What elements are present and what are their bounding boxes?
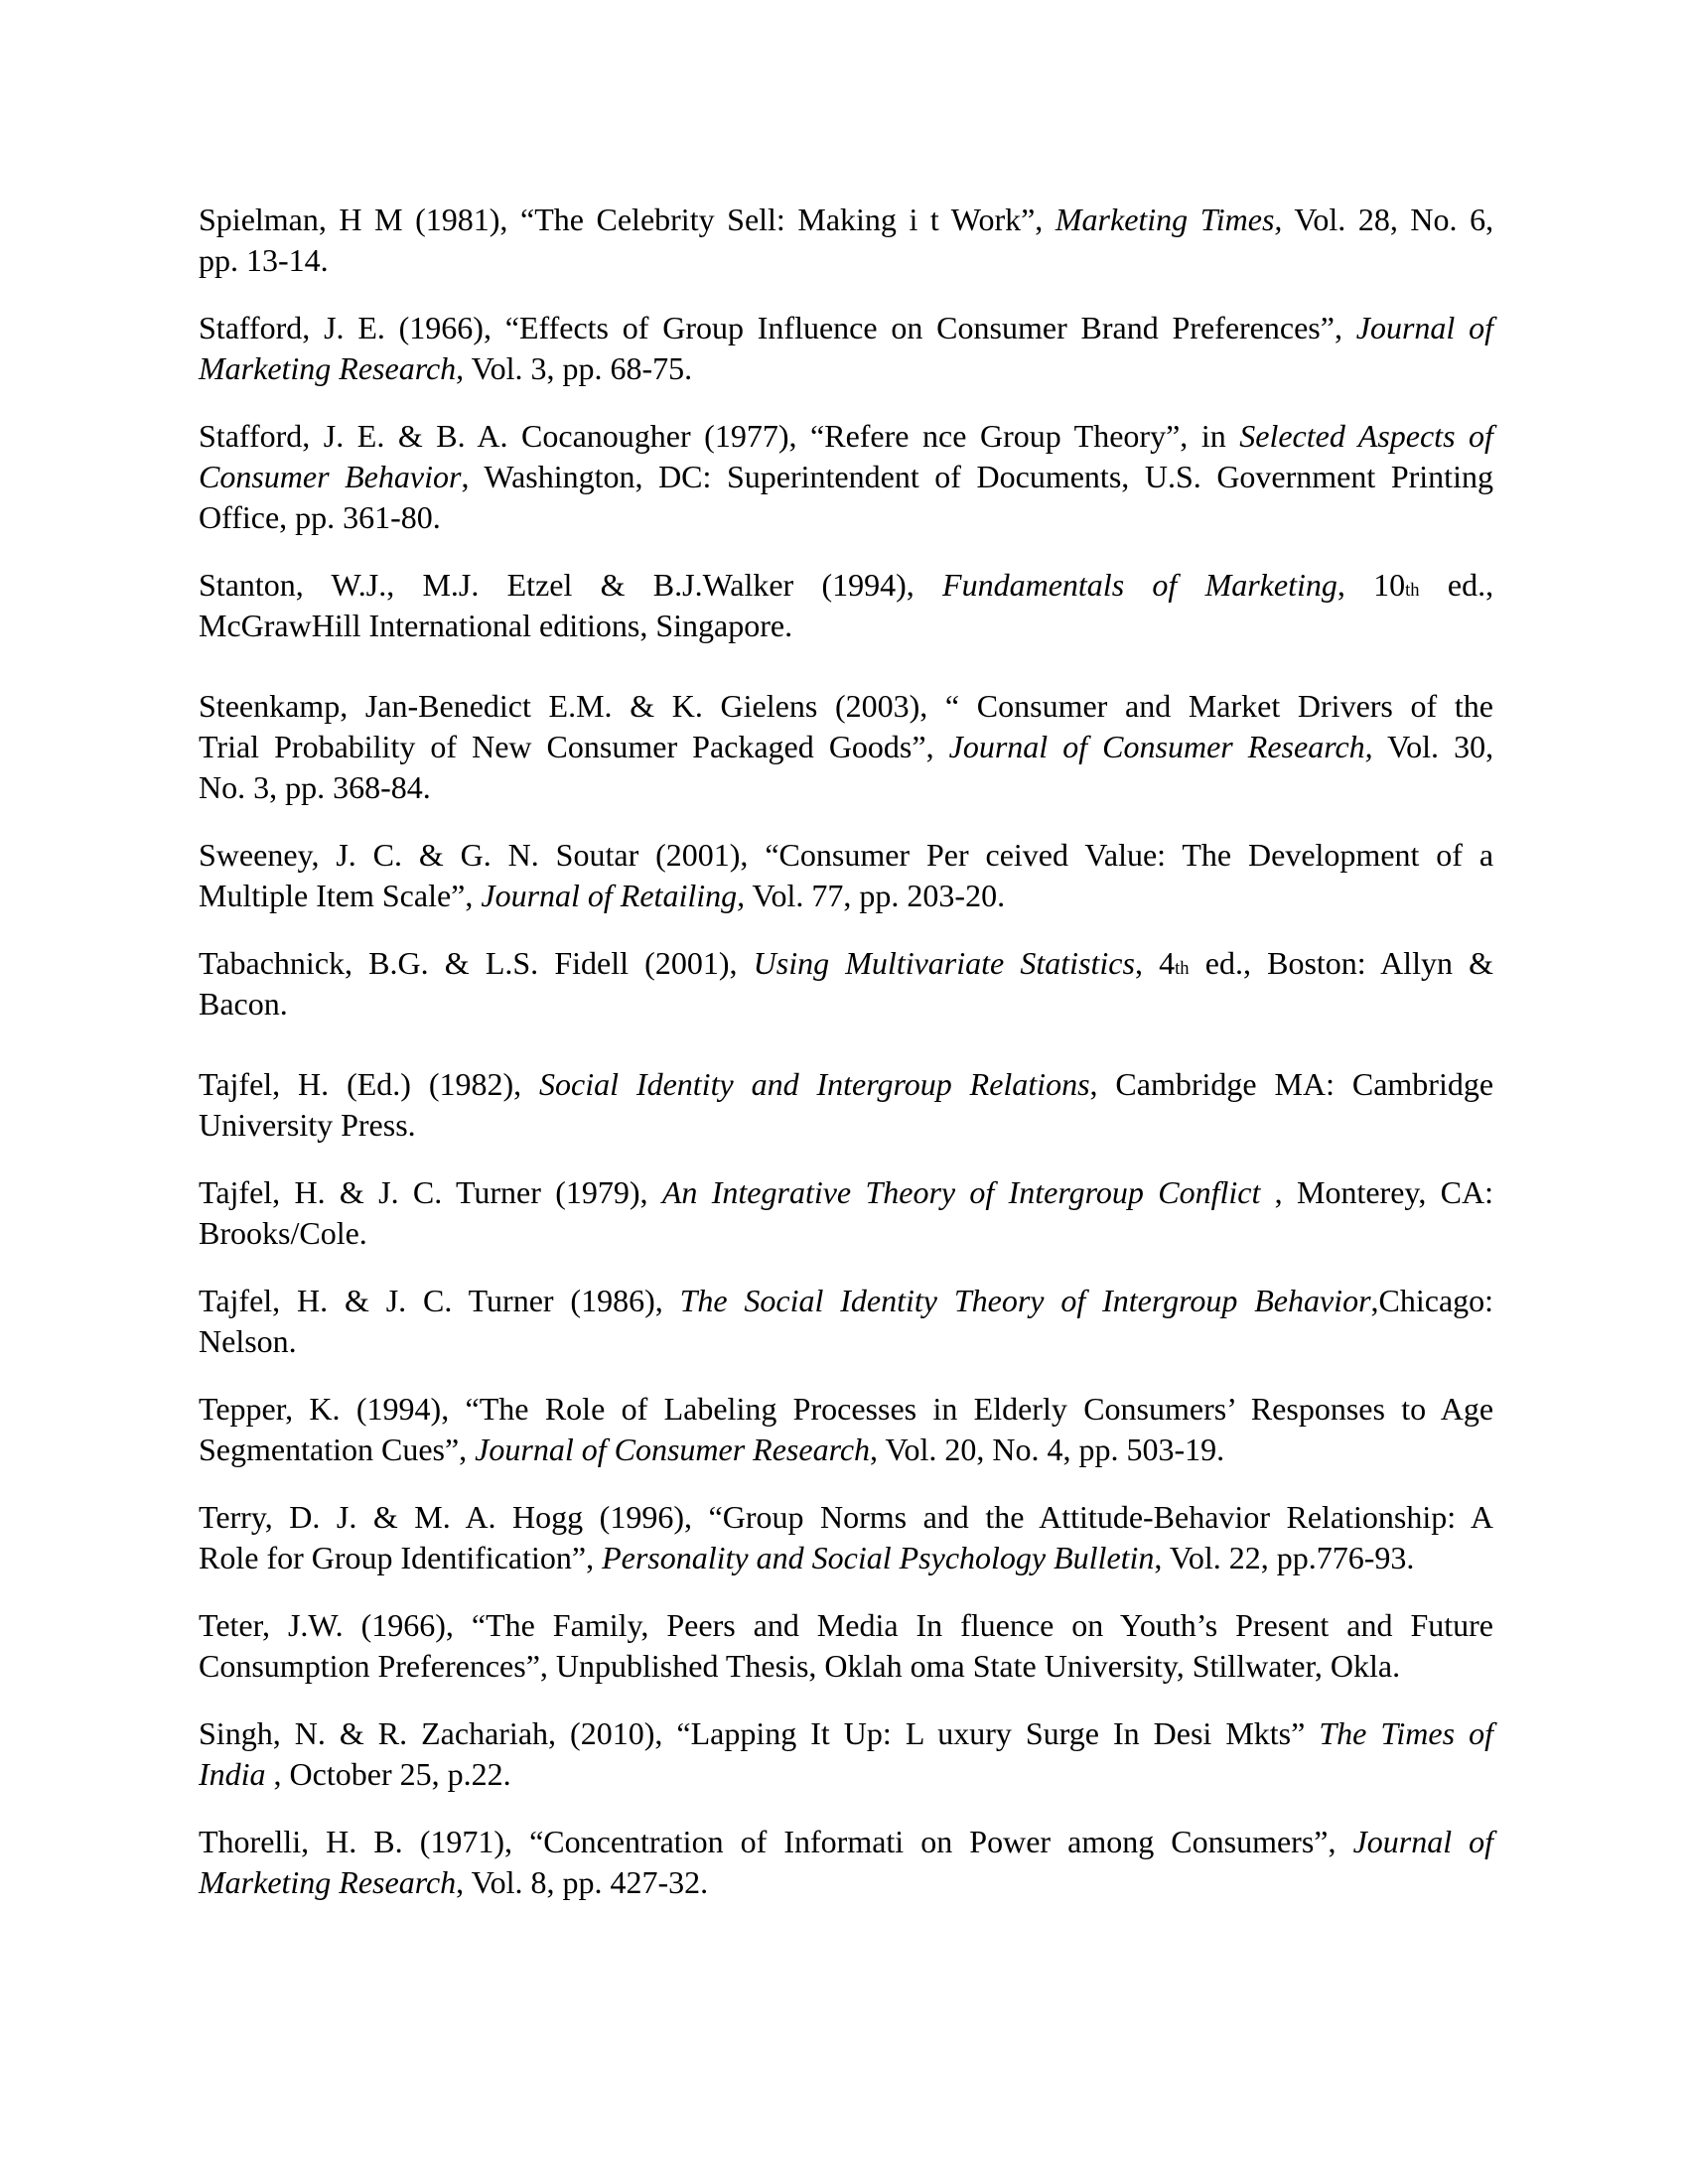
reference-entry — [199, 1713, 1493, 1795]
reference-line-text — [199, 1283, 1493, 1318]
reference-italic-text: Using Multivariate Statistics — [753, 945, 1135, 981]
reference-line — [199, 240, 1493, 281]
reference-text: No. 3, pp. 368-84. — [199, 769, 431, 805]
reference-line-text — [199, 1323, 297, 1359]
reference-text: Stanton, W.J., M.J. Etzel & B.J.Walker (1994), — [199, 567, 943, 603]
reference-line — [199, 348, 1493, 389]
reference-text: Brooks/Cole. — [199, 1215, 367, 1251]
reference-line — [199, 1321, 1493, 1362]
reference-line-text — [199, 878, 1005, 913]
reference-line-text — [199, 837, 1493, 873]
reference-text: , October 25, p.22. — [265, 1756, 511, 1792]
reference-italic-text: Journal of — [1355, 310, 1493, 345]
reference-line — [199, 1430, 1493, 1470]
reference-italic-text: Journal of Consumer Research — [475, 1432, 871, 1467]
reference-text: , Vol. 20, No. 4, pp. 503-19. — [870, 1432, 1225, 1467]
reference-line-text — [199, 769, 431, 805]
reference-line-text — [199, 242, 329, 278]
reference-text: Vol. 77, pp. 203-20. — [745, 878, 1006, 913]
reference-text: Tajfel, H. & J. C. Turner (1979), — [199, 1174, 662, 1210]
reference-line-text — [199, 350, 692, 386]
reference-line — [199, 1281, 1493, 1321]
reference-line — [199, 200, 1493, 240]
reference-text: Vol. 30, — [1372, 729, 1494, 764]
reference-text: Segmentation Cues”, — [199, 1432, 476, 1467]
reference-italic-text: Fundamentals of Marketing — [942, 567, 1337, 603]
reference-line-text — [199, 608, 792, 643]
reference-line — [199, 1213, 1493, 1254]
reference-line — [199, 1713, 1493, 1754]
reference-italic-text: The Times of — [1319, 1715, 1493, 1751]
reference-line-text — [199, 1066, 1493, 1102]
reference-italic-text: An Integrative Theory of Intergroup Conflict — [661, 1174, 1261, 1210]
reference-line-text — [199, 1648, 1400, 1684]
reference-line — [199, 984, 1493, 1024]
reference-text: , Washington, DC: Superintendent of Documents, U.S. Government Printing — [461, 459, 1493, 494]
reference-line-text — [199, 1540, 1414, 1575]
reference-entry — [199, 565, 1493, 646]
reference-line-text — [199, 688, 1493, 724]
reference-line-text — [199, 1432, 1224, 1467]
reference-text: Tajfel, H. & J. C. Turner (1986), — [199, 1283, 680, 1318]
reference-line-text — [199, 459, 1493, 494]
reference-line-text — [199, 1107, 416, 1143]
reference-italic-text: Marketing Times, — [1055, 202, 1283, 237]
reference-text: Bacon. — [199, 986, 288, 1022]
reference-line — [199, 308, 1493, 348]
reference-entry — [199, 416, 1493, 538]
reference-line — [199, 1538, 1493, 1578]
reference-text: Role for Group Identification”, — [199, 1540, 603, 1575]
reference-line — [199, 767, 1493, 808]
reference-entry — [199, 1064, 1493, 1146]
reference-line — [199, 1064, 1493, 1105]
reference-text: ed., Boston: Allyn & — [1189, 945, 1494, 981]
reference-line — [199, 686, 1493, 727]
reference-text: Sweeney, J. C. & G. N. Soutar (2001), “Consumer Per ceived Value: The Development of a — [199, 837, 1494, 873]
reference-line — [199, 1497, 1493, 1538]
reference-line-text — [199, 202, 1493, 237]
reference-italic-text: Selected Aspects of — [1239, 418, 1493, 454]
reference-text: ed., — [1419, 567, 1494, 603]
reference-line-text — [199, 1824, 1493, 1859]
reference-line-text — [199, 418, 1493, 454]
reference-line-text — [199, 986, 288, 1022]
reference-line — [199, 1822, 1493, 1862]
reference-line-text — [199, 1607, 1493, 1643]
reference-text: , Monterey, CA: — [1260, 1174, 1493, 1210]
reference-text: Office, pp. 361-80. — [199, 499, 441, 535]
reference-text: Tabachnick, B.G. & L.S. Fidell (2001), — [199, 945, 754, 981]
reference-italic-text: The Social Identity Theory of Intergroup Behavior — [679, 1283, 1371, 1318]
reference-text: Spielman, H M (1981), “The Celebrity Sell: Making i t Work”, — [199, 202, 1055, 237]
reference-text: , Vol. 22, pp.776-93. — [1154, 1540, 1415, 1575]
reference-line — [199, 1646, 1493, 1687]
reference-line — [199, 1105, 1493, 1146]
reference-text: Terry, D. J. & M. A. Hogg (1996), “Group Norms and the Attitude-Behavior Relationship: A — [199, 1499, 1493, 1535]
reference-line-text — [199, 945, 1493, 981]
reference-line — [199, 1605, 1493, 1646]
reference-italic-text: Journal of Consumer Research, — [948, 729, 1373, 764]
reference-line-text — [199, 1215, 367, 1251]
reference-line — [199, 1172, 1493, 1213]
reference-line — [199, 497, 1493, 538]
reference-line — [199, 943, 1493, 984]
reference-line — [199, 727, 1493, 767]
reference-text: Stafford, J. E. & B. A. Cocanougher (1977), “Refere nce Group Theory”, in — [199, 418, 1240, 454]
reference-line-text — [199, 729, 1493, 764]
reference-text: Vol. 3, pp. 68-75. — [464, 350, 693, 386]
reference-entry — [199, 1497, 1493, 1578]
reference-text: Multiple Item Scale”, — [199, 878, 482, 913]
reference-text: Nelson. — [199, 1323, 297, 1359]
reference-italic-text: Social Identity and Intergroup Relations — [539, 1066, 1090, 1102]
reference-text: Tajfel, H. (Ed.) (1982), — [199, 1066, 540, 1102]
reference-entry — [199, 1822, 1493, 1903]
reference-text: Thorelli, H. B. (1971), “Concentration of Informati on Power among Consumers”, — [199, 1824, 1353, 1859]
reference-line-text — [199, 1756, 511, 1792]
reference-text: Consumption Preferences”, Unpublished Thesis, Oklah oma State University, Stillwater, Okla. — [199, 1648, 1401, 1684]
reference-text: , 4 — [1134, 945, 1176, 981]
reference-line-text — [199, 310, 1493, 345]
reference-text: Tepper, K. (1994), “The Role of Labeling Processes in Elderly Consumers’ Responses to Age — [199, 1391, 1494, 1427]
references-list — [199, 200, 1493, 1903]
reference-text: , 10 — [1336, 567, 1406, 603]
reference-entry — [199, 308, 1493, 389]
reference-text: Trial Probability of New Consumer Packaged Goods”, — [199, 729, 949, 764]
reference-entry — [199, 1389, 1493, 1470]
reference-entry — [199, 835, 1493, 916]
reference-line — [199, 1862, 1493, 1903]
reference-entry — [199, 686, 1493, 808]
reference-line-text — [199, 567, 1493, 603]
reference-text: th — [1175, 958, 1190, 979]
reference-line-text — [199, 1864, 708, 1900]
reference-text: University Press. — [199, 1107, 416, 1143]
reference-text: Steenkamp, Jan-Benedict E.M. & K. Gielens (2003), “ Consumer and Market Drivers of the — [199, 688, 1493, 724]
reference-line — [199, 606, 1493, 646]
reference-entry — [199, 943, 1493, 1024]
reference-entry — [199, 1172, 1493, 1254]
reference-text: Vol. 28, No. 6, — [1282, 202, 1494, 237]
reference-line — [199, 876, 1493, 916]
reference-italic-text: Marketing Research, — [199, 350, 465, 386]
reference-entry — [199, 200, 1493, 281]
reference-line — [199, 1754, 1493, 1795]
reference-text: , Vol. 8, pp. 427-32. — [456, 1864, 709, 1900]
reference-italic-text: India — [199, 1756, 266, 1792]
reference-text: , Cambridge MA: Cambridge — [1089, 1066, 1494, 1102]
reference-entry — [199, 1281, 1493, 1362]
reference-entry — [199, 1605, 1493, 1687]
reference-line — [199, 835, 1493, 876]
reference-italic-text: Marketing Research — [199, 1864, 457, 1900]
reference-text: pp. 13-14. — [199, 242, 329, 278]
reference-line-text — [199, 499, 441, 535]
reference-line — [199, 1389, 1493, 1430]
reference-line-text — [199, 1499, 1493, 1535]
reference-text: Singh, N. & R. Zachariah, (2010), “Lapping It Up: L uxury Surge In Desi Mkts” — [199, 1715, 1320, 1751]
reference-text: th — [1405, 580, 1420, 601]
reference-italic-text: Personality and Social Psychology Bulletin — [602, 1540, 1155, 1575]
reference-italic-text: Consumer Behavior — [199, 459, 462, 494]
reference-italic-text: Journal of — [1352, 1824, 1494, 1859]
reference-text: Teter, J.W. (1966), “The Family, Peers and Media In fluence on Youth’s Present and Future — [199, 1607, 1493, 1643]
reference-line — [199, 457, 1493, 497]
reference-italic-text: Journal of Retailing, — [481, 878, 746, 913]
reference-line — [199, 416, 1493, 457]
reference-text: Stafford, J. E. (1966), “Effects of Group Influence on Consumer Brand Preferences”, — [199, 310, 1356, 345]
reference-line-text — [199, 1391, 1493, 1427]
reference-line-text — [199, 1174, 1493, 1210]
reference-line — [199, 565, 1493, 606]
reference-text: ,Chicago: — [1370, 1283, 1494, 1318]
reference-line-text — [199, 1715, 1493, 1751]
reference-text: McGrawHill International editions, Singapore. — [199, 608, 793, 643]
